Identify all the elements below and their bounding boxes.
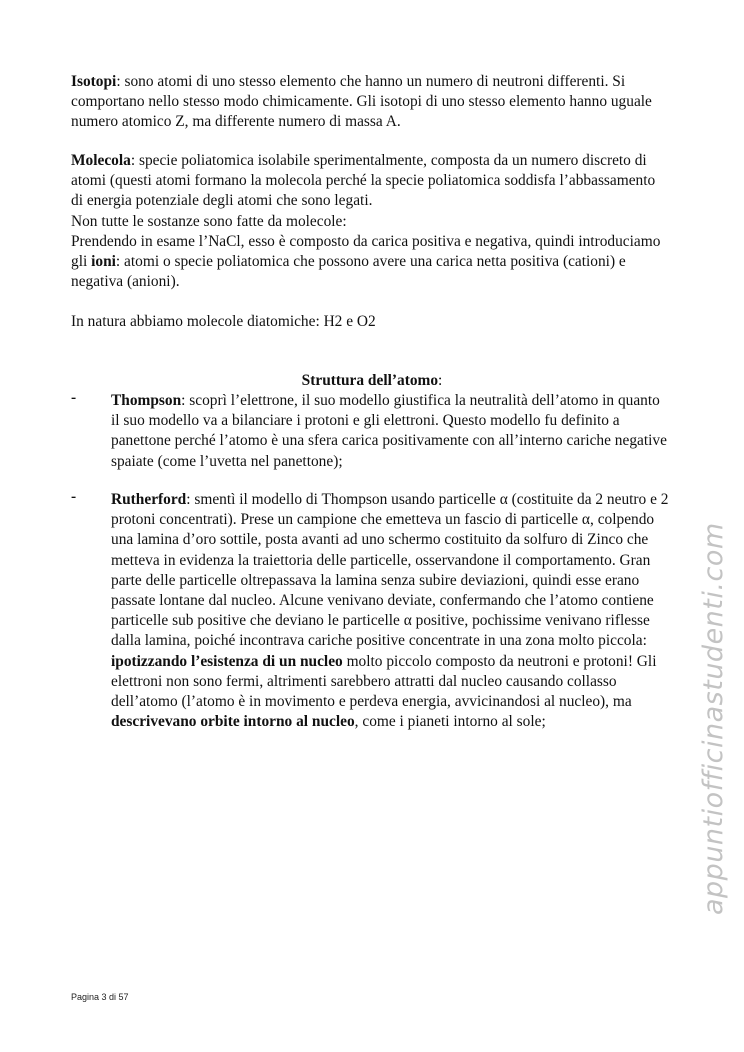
section-title [0, 371, 744, 391]
bullet-dash: - [71, 488, 77, 505]
rutherford-bold-orbite: descrivevano orbite intorno al nucleo [111, 713, 355, 731]
nacl-text: Prendendo in esame l’NaCl, esso è composto da carica positiva e negativa, quindi introduciamo gli [71, 232, 661, 271]
ioni-definition: : atomi o specie poliatomica che possono avere una carica netta positiva (cationi) e negativa (anioni). [71, 253, 626, 291]
rutherford-text-2: molto piccolo composto da neutroni e protoni! Gli elettroni non sono fermi, altrimenti sarebbero attratti dal nucleo causando collasso dell’atomo (l’atomo è in movimento e perdeva energia, avvicinandosi al nucleo), ma [111, 652, 657, 711]
molecola-note: Non tutte le sostanze sono fatte da molecole: [71, 212, 347, 230]
page-number-footer: Pagina 3 di 57 [71, 992, 129, 1002]
term-rutherford: Rutherford [111, 491, 187, 508]
paragraph-isotopi [71, 72, 671, 133]
paragraph-natura: In natura abbiamo molecole diatomiche: H2 e O2 [71, 313, 376, 330]
thompson-body [111, 391, 671, 472]
list-item-thompson [71, 391, 671, 472]
term-isotopi: Isotopi [71, 73, 117, 90]
term-molecola: Molecola [71, 152, 131, 169]
watermark: appuntiofficinastudenti.com [698, 522, 729, 915]
paragraph-molecola [71, 151, 671, 292]
bullet-dash: - [71, 389, 77, 406]
rutherford-text-3: , come i pianeti intorno al sole; [354, 713, 546, 731]
molecola-definition: : specie poliatomica isolabile sperimentalmente, composta da un numero discreto di atomi (questi atomi formano la molecola perché la specie poliatomica soddisfa l’abbassamento di energia potenziale degli atomi che sono legati. [71, 152, 656, 210]
rutherford-bold-nucleo: ipotizzando l’esistenza di un nucleo [111, 652, 343, 670]
list-item-rutherford [71, 490, 671, 732]
term-thompson: Thompson [111, 392, 182, 409]
rutherford-body [111, 490, 671, 732]
isotopi-definition: : sono atomi di uno stesso elemento che hanno un numero di neutroni differenti. Si comportano nello stesso modo chimicamente. Gli isotopi di uno stesso elemento hanno uguale numero atomico Z, ma differente numero di massa A. [71, 73, 652, 131]
section-title-text: Struttura dell’atomo [301, 372, 439, 389]
rutherford-text-1: : smentì il modello di Thompson usando particelle α (costituite da 2 neutro e 2 protoni concentrati). Prese un campione che emetteva un fascio di particelle α, colpendo una lamina d’oro sottile, posta avanti ad uno schermo costituito da solfuro di Zinco che metteva in evidenza la traiettoria delle particelle, osservandone il comportamento. Gran parte delle particelle oltrepassava la lamina senza subire deviazioni, quindi esse erano passate lontane dal nucleo. Alcune venivano deviate, confermando che l’atomo contiene particelle sub positive che deviano le particelle α positive, pochissime venivano riflesse dalla lamina, poiché incontrava cariche positive concentrate in una zona molto piccola: [111, 491, 669, 650]
term-ioni: ioni [91, 253, 116, 271]
section-title-colon: : [438, 372, 443, 389]
thompson-text: : scoprì l’elettrone, il suo modello giustifica la neutralità dell’atomo in quanto il suo modello va a bilanciare i protoni e gli elettroni. Questo modello fu definito a panettone perché l’atomo è una sfera carica positivamente con all’interno cariche negative spaiate (come l’uvetta nel panettone); [111, 392, 667, 470]
